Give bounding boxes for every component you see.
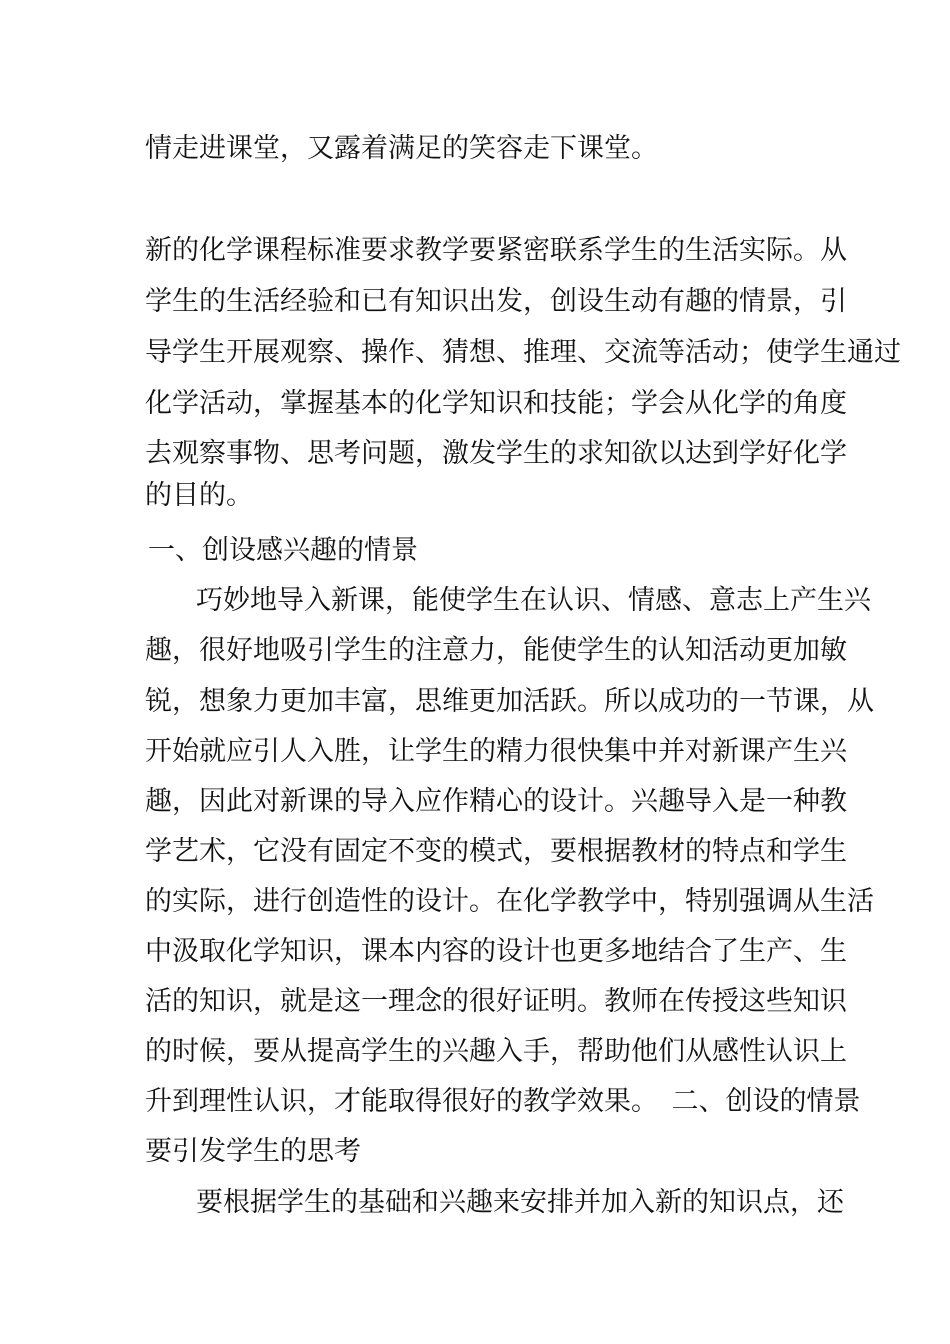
paragraph-line: 学艺术，它没有固定不变的模式，要根据教材的特点和学生	[145, 836, 847, 867]
paragraph-line: 去观察事物、思考问题，激发学生的求知欲以达到学好化学	[145, 438, 847, 469]
paragraph-line: 的实际，进行创造性的设计。在化学教学中，特别强调从生活	[145, 886, 874, 917]
paragraph-line: 的时候，要从提高学生的兴趣入手，帮助他们从感性认识上	[145, 1036, 847, 1067]
paragraph-line: 巧妙地导入新课，能使学生在认识、情感、意志上产生兴	[196, 585, 871, 616]
paragraph-line: 学生的生活经验和已有知识出发，创设生动有趣的情景，引	[145, 286, 847, 317]
paragraph-line: 的目的。	[145, 480, 253, 511]
paragraph-line: 活的知识，就是这一理念的很好证明。教师在传授这些知识	[145, 986, 847, 1017]
paragraph-line: 导学生开展观察、操作、猜想、推理、交流等活动；使学生通过	[145, 337, 901, 368]
paragraph-line: 中汲取化学知识，课本内容的设计也更多地结合了生产、生	[145, 936, 847, 967]
paragraph-line: 升到理性认识，才能取得很好的教学效果。 二、创设的情景	[145, 1086, 861, 1117]
paragraph-line: 要根据学生的基础和兴趣来安排并加入新的知识点，还	[196, 1187, 844, 1218]
paragraph-line: 趣，很好地吸引学生的注意力，能使学生的认知活动更加敏	[145, 635, 847, 666]
paragraph-line: 情走进课堂，又露着满足的笑容走下课堂。	[145, 133, 658, 164]
paragraph-line: 要引发学生的思考	[145, 1136, 361, 1167]
paragraph-line: 锐，想象力更加丰富，思维更加活跃。所以成功的一节课，从	[145, 686, 874, 717]
paragraph-line: 化学活动，掌握基本的化学知识和技能；学会从化学的角度	[145, 388, 847, 419]
paragraph-line: 趣，因此对新课的导入应作精心的设计。兴趣导入是一种教	[145, 786, 847, 817]
paragraph-line: 新的化学课程标准要求教学要紧密联系学生的生活实际。从	[145, 235, 847, 266]
section-heading: 一、创设感兴趣的情景	[148, 535, 418, 566]
paragraph-line: 开始就应引人入胜，让学生的精力很快集中并对新课产生兴	[145, 736, 847, 767]
